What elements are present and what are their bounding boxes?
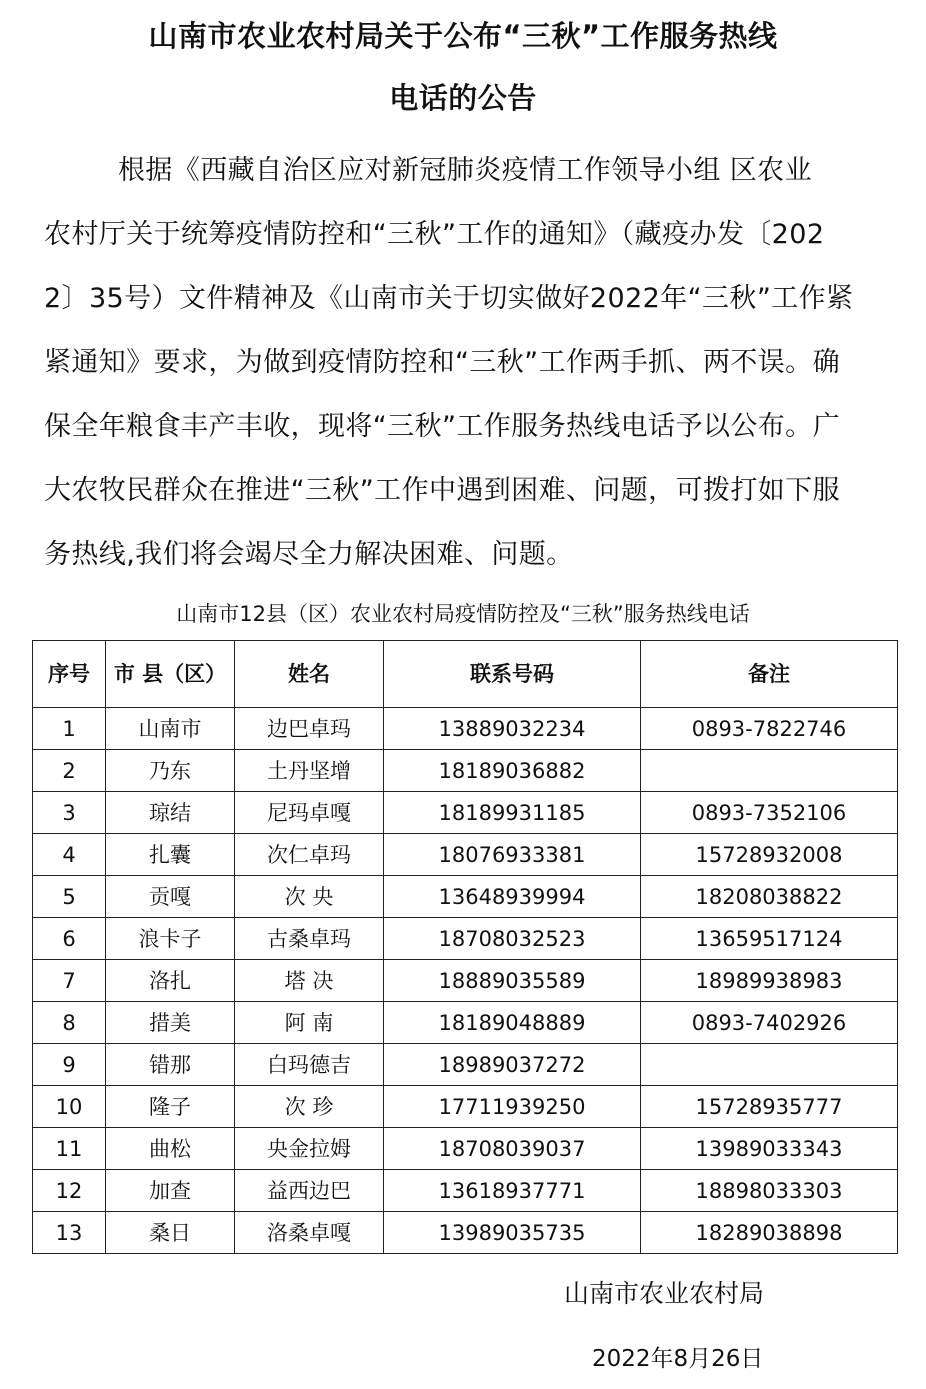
cell-name: 次仁卓玛 (235, 834, 384, 876)
header-note: 备注 (641, 641, 898, 708)
table-caption: 山南市12县（区）农业农村局疫情防控及“三秋”服务热线电话 (176, 602, 750, 626)
cell-phone: 13648939994 (384, 876, 641, 918)
cell-index: 11 (33, 1128, 106, 1170)
cell-county: 浪卡子 (106, 918, 235, 960)
cell-phone: 18076933381 (384, 834, 641, 876)
cell-note (641, 750, 898, 792)
cell-phone: 18708032523 (384, 918, 641, 960)
body-line-6: 大农牧民群众在推进“三秋”工作中遇到困难、问题，可拨打如下服 (44, 475, 840, 506)
cell-name: 次 珍 (235, 1086, 384, 1128)
cell-phone: 18189036882 (384, 750, 641, 792)
cell-note (641, 1044, 898, 1086)
body-line-3: 2〕35号）文件精神及《山南市关于切实做好2022年“三秋”工作紧 (44, 283, 854, 314)
body-line-4: 紧通知》要求，为做到疫情防控和“三秋”工作两手抓、两不误。确 (44, 347, 840, 378)
cell-county: 加查 (106, 1170, 235, 1212)
cell-note: 15728932008 (641, 834, 898, 876)
header-index: 序号 (33, 641, 106, 708)
notice-title-line-1: 山南市农业农村局关于公布“三秋”工作服务热线 (148, 19, 778, 53)
table-row (33, 792, 898, 834)
cell-county: 扎囊 (106, 834, 235, 876)
table-row (33, 1212, 898, 1254)
cell-name: 阿 南 (235, 1002, 384, 1044)
issue-date: 2022年8月26日 (592, 1346, 764, 1372)
cell-note: 18898033303 (641, 1170, 898, 1212)
table-body (33, 708, 898, 1254)
notice-title-line-2: 电话的公告 (389, 81, 537, 115)
cell-note: 0893-7402926 (641, 1002, 898, 1044)
cell-county: 洛扎 (106, 960, 235, 1002)
cell-phone: 13618937771 (384, 1170, 641, 1212)
cell-county: 隆子 (106, 1086, 235, 1128)
cell-name: 边巴卓玛 (235, 708, 384, 750)
cell-county: 琼结 (106, 792, 235, 834)
cell-county: 曲松 (106, 1128, 235, 1170)
table-row (33, 876, 898, 918)
hotline-table (32, 640, 898, 1254)
cell-phone: 18708039037 (384, 1128, 641, 1170)
cell-note: 15728935777 (641, 1086, 898, 1128)
cell-index: 13 (33, 1212, 106, 1254)
cell-phone: 18189931185 (384, 792, 641, 834)
cell-index: 9 (33, 1044, 106, 1086)
cell-index: 10 (33, 1086, 106, 1128)
cell-name: 塔 决 (235, 960, 384, 1002)
cell-index: 12 (33, 1170, 106, 1212)
table-row (33, 750, 898, 792)
table-header-row (33, 641, 898, 708)
cell-county: 桑日 (106, 1212, 235, 1254)
cell-index: 1 (33, 708, 106, 750)
header-name: 姓名 (235, 641, 384, 708)
cell-county: 措美 (106, 1002, 235, 1044)
cell-index: 3 (33, 792, 106, 834)
cell-note: 18289038898 (641, 1212, 898, 1254)
cell-county: 贡嘎 (106, 876, 235, 918)
cell-note: 0893-7822746 (641, 708, 898, 750)
cell-phone: 13989035735 (384, 1212, 641, 1254)
cell-phone: 13889032234 (384, 708, 641, 750)
table-row (33, 1044, 898, 1086)
cell-note: 13659517124 (641, 918, 898, 960)
cell-name: 古桑卓玛 (235, 918, 384, 960)
table-row (33, 1002, 898, 1044)
cell-index: 7 (33, 960, 106, 1002)
cell-phone: 18189048889 (384, 1002, 641, 1044)
header-phone: 联系号码 (384, 641, 641, 708)
issuing-organization: 山南市农业农村局 (564, 1279, 765, 1308)
cell-index: 2 (33, 750, 106, 792)
cell-county: 乃东 (106, 750, 235, 792)
body-line-7: 务热线,我们将会竭尽全力解决困难、问题。 (44, 539, 574, 570)
table-row (33, 1086, 898, 1128)
cell-name: 洛桑卓嘎 (235, 1212, 384, 1254)
cell-name: 土丹坚增 (235, 750, 384, 792)
table-row (33, 1128, 898, 1170)
body-line-5: 保全年粮食丰产丰收，现将“三秋”工作服务热线电话予以公布。广 (44, 411, 840, 442)
table-row (33, 1170, 898, 1212)
table-row (33, 960, 898, 1002)
header-county: 市 县（区） (106, 641, 235, 708)
cell-phone: 18889035589 (384, 960, 641, 1002)
cell-name: 央金拉姆 (235, 1128, 384, 1170)
table-row (33, 918, 898, 960)
table-row (33, 834, 898, 876)
cell-note: 18208038822 (641, 876, 898, 918)
cell-index: 5 (33, 876, 106, 918)
table-row (33, 708, 898, 750)
cell-note: 18989938983 (641, 960, 898, 1002)
cell-index: 4 (33, 834, 106, 876)
cell-county: 错那 (106, 1044, 235, 1086)
cell-phone: 17711939250 (384, 1086, 641, 1128)
body-line-2: 农村厅关于统筹疫情防控和“三秋”工作的通知》（藏疫办发〔202 (44, 219, 825, 250)
cell-index: 6 (33, 918, 106, 960)
cell-name: 尼玛卓嘎 (235, 792, 384, 834)
body-line-1: 根据《西藏自治区应对新冠肺炎疫情工作领导小组 区农业 (118, 155, 812, 186)
cell-name: 白玛德吉 (235, 1044, 384, 1086)
cell-note: 0893-7352106 (641, 792, 898, 834)
cell-name: 次 央 (235, 876, 384, 918)
cell-note: 13989033343 (641, 1128, 898, 1170)
cell-phone: 18989037272 (384, 1044, 641, 1086)
cell-name: 益西边巴 (235, 1170, 384, 1212)
cell-county: 山南市 (106, 708, 235, 750)
cell-index: 8 (33, 1002, 106, 1044)
